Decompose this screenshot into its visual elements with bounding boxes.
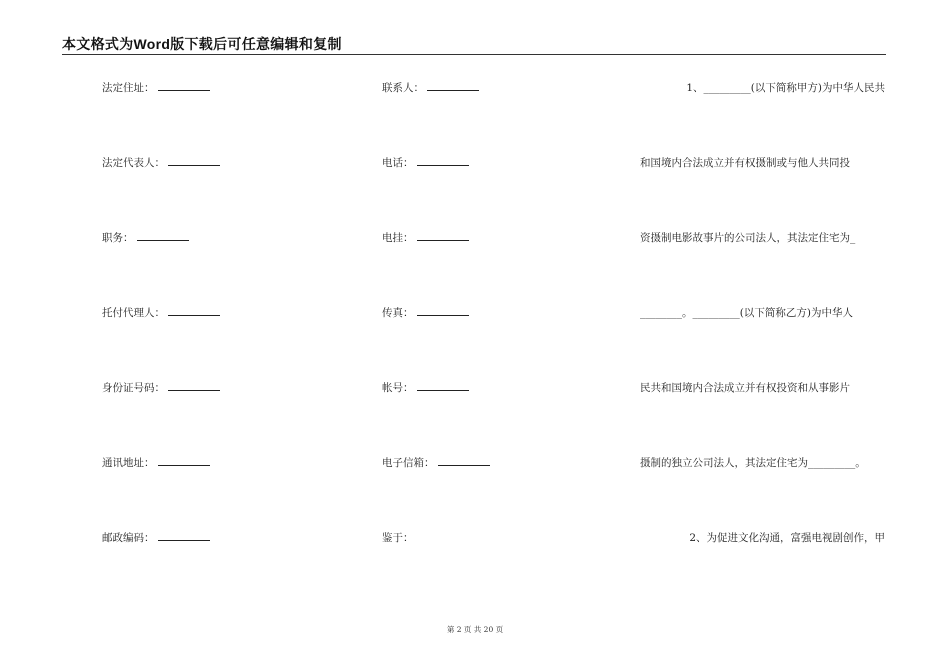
- form-row: [0, 305, 950, 323]
- body-text-line: 2、为促进文化沟通，富强电视剧创作，甲: [689, 532, 885, 544]
- field-label-id-number: [102, 380, 220, 395]
- fill-blank: [438, 456, 490, 466]
- field-label-legal-rep: [102, 155, 220, 170]
- field-label-position: [102, 230, 189, 245]
- label-text: 电话：: [382, 157, 414, 169]
- fill-blank: [427, 81, 479, 91]
- field-label-account: [382, 380, 469, 395]
- fill-blank: [168, 306, 220, 316]
- field-label-address: [102, 80, 210, 95]
- label-text: 电挂：: [382, 232, 414, 244]
- label-text: 职务：: [102, 232, 134, 244]
- field-label-agent: [102, 305, 220, 320]
- fill-blank: [158, 456, 210, 466]
- form-row: [0, 230, 950, 248]
- fill-blank: [417, 231, 469, 241]
- form-row: [0, 530, 950, 548]
- field-label-email: [382, 455, 490, 470]
- fill-blank: [158, 81, 210, 91]
- label-text: 身份证号码：: [102, 382, 165, 394]
- field-label-fax: [382, 305, 469, 320]
- page-number: 第 2 页 共 20 页: [446, 625, 504, 634]
- fill-blank: [417, 306, 469, 316]
- label-text: 传真：: [382, 307, 414, 319]
- fill-blank: [137, 231, 189, 241]
- fill-blank: [168, 156, 220, 166]
- fill-blank: [168, 381, 220, 391]
- field-label-whereas: 鉴于：: [382, 532, 414, 544]
- field-label-contact: [382, 80, 479, 95]
- form-row: [0, 80, 950, 98]
- label-text: 帐号：: [382, 382, 414, 394]
- header-title: 本文格式为Word版下载后可任意编辑和复制: [62, 36, 342, 52]
- label-text: 法定住址：: [102, 82, 155, 94]
- label-text: 电子信箱：: [382, 457, 435, 469]
- page-header: [62, 34, 886, 55]
- form-row: [0, 155, 950, 173]
- body-text-line: 民共和国境内合法成立并有权投资和从事影片: [640, 382, 850, 394]
- label-text: 法定代表人：: [102, 157, 165, 169]
- field-label-mailing-address: [102, 455, 210, 470]
- body-text-line: 摄制的独立公司法人，其法定住宅为_________。: [640, 457, 866, 469]
- field-label-postcode: [102, 530, 210, 545]
- fill-blank: [417, 381, 469, 391]
- form-row: [0, 455, 950, 473]
- label-text: 托付代理人：: [102, 307, 165, 319]
- field-label-telegraph: [382, 230, 469, 245]
- body-text-line: ________。_________(以下简称乙方)为中华人: [640, 307, 853, 319]
- body-text-line: 1、_________(以下简称甲方)为中华人民共: [686, 82, 885, 94]
- body-text-line: 资摄制电影故事片的公司法人，其法定住宅为_: [640, 232, 856, 244]
- label-text: 联系人：: [382, 82, 424, 94]
- fill-blank: [417, 156, 469, 166]
- label-text: 通讯地址：: [102, 457, 155, 469]
- field-label-phone: [382, 155, 469, 170]
- label-text: 邮政编码：: [102, 532, 155, 544]
- body-text-line: 和国境内合法成立并有权摄制或与他人共同投: [640, 157, 850, 169]
- form-row: [0, 380, 950, 398]
- fill-blank: [158, 531, 210, 541]
